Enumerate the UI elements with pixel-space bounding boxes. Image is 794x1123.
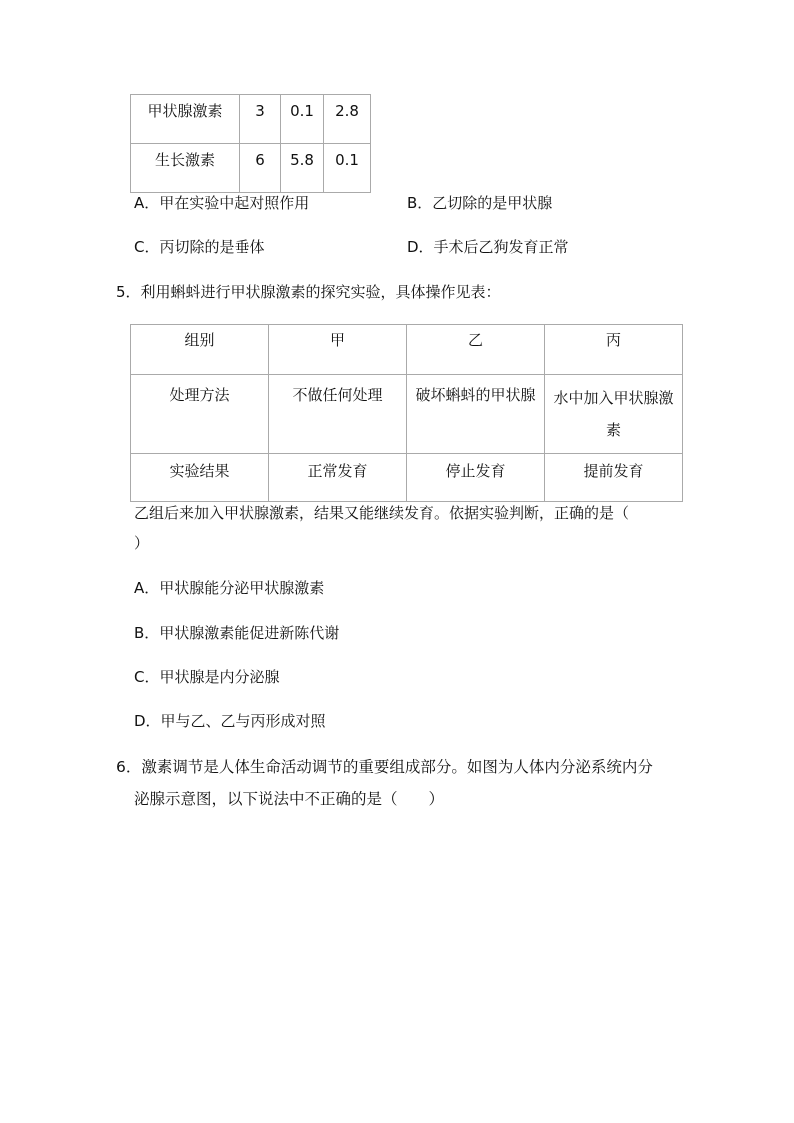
- q5-option-a: A．甲状腺能分泌甲状腺激素: [134, 579, 325, 597]
- table-row: [131, 95, 371, 144]
- table-cell: 实验结果: [131, 454, 269, 502]
- q6-stem-line2: 泌腺示意图，以下说法中不正确的是（ ）: [134, 790, 445, 808]
- q4-option-d: D．手术后乙狗发育正常: [407, 238, 569, 256]
- table-cell: 3: [240, 95, 281, 144]
- q4-option-b: B．乙切除的是甲状腺: [407, 194, 553, 212]
- table-header-cell: 乙: [407, 325, 545, 375]
- table-cell: 6: [240, 144, 281, 193]
- hormone-table: [130, 94, 371, 193]
- table-cell: 处理方法: [131, 375, 269, 454]
- table-cell: 停止发育: [407, 454, 545, 502]
- q5-option-b: B．甲状腺激素能促进新陈代谢: [134, 624, 340, 642]
- table-header-cell: 组别: [131, 325, 269, 375]
- q5-followup-line1: 乙组后来加入甲状腺激素，结果又能继续发育。依据实验判断，正确的是（: [134, 504, 630, 522]
- table-row: [131, 375, 683, 454]
- table-cell: 2.8: [324, 95, 371, 144]
- table-cell: 水中加入甲状腺激素: [545, 375, 683, 454]
- q5-option-c: C．甲状腺是内分泌腺: [134, 668, 280, 686]
- table-header-cell: 丙: [545, 325, 683, 375]
- table-row: [131, 454, 683, 502]
- table-header-cell: 甲: [269, 325, 407, 375]
- q5-followup-line2: ）: [134, 534, 150, 552]
- table-row: [131, 144, 371, 193]
- q5-option-d: D．甲与乙、乙与丙形成对照: [134, 712, 326, 730]
- table-cell: 提前发育: [545, 454, 683, 502]
- table-cell: 不做任何处理: [269, 375, 407, 454]
- table-cell: 破坏蝌蚪的甲状腺: [407, 375, 545, 454]
- q4-option-a: A．甲在实验中起对照作用: [134, 194, 310, 212]
- q5-stem: 5．利用蝌蚪进行甲状腺激素的探究实验，具体操作见表：: [116, 283, 501, 301]
- table-cell: 5.8: [281, 144, 324, 193]
- table-cell: 正常发育: [269, 454, 407, 502]
- table-cell: 甲状腺激素: [131, 95, 240, 144]
- table-cell: 0.1: [324, 144, 371, 193]
- tadpole-experiment-table: [130, 324, 683, 502]
- q6-stem-line1: 6．激素调节是人体生命活动调节的重要组成部分。如图为人体内分泌系统内分: [116, 758, 653, 776]
- table-cell: 生长激素: [131, 144, 240, 193]
- q4-option-c: C．丙切除的是垂体: [134, 238, 265, 256]
- table-cell: 0.1: [281, 95, 324, 144]
- table-header-row: [131, 325, 683, 375]
